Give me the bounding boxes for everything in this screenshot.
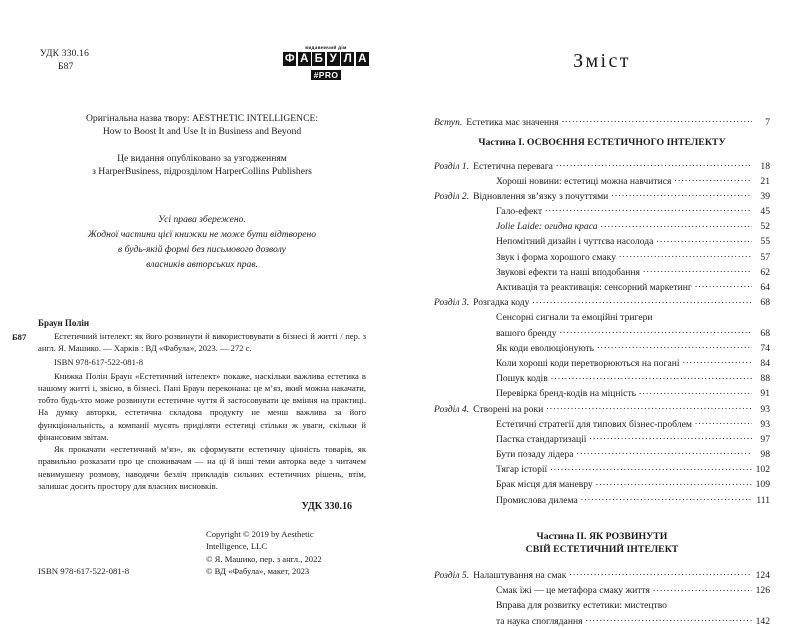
rights-line-3: в будь-якій формі без письмового дозволу	[118, 243, 286, 255]
author-sign-code: Б87	[58, 61, 74, 72]
toc-leader-dots	[619, 250, 752, 260]
toc-entry-title: Тягар історії	[496, 464, 548, 476]
toc-entry-title: та наука споглядання	[496, 615, 583, 627]
toc-leader-dots	[556, 159, 752, 169]
toc-entry[interactable]	[434, 250, 770, 263]
toc-leader-dots	[656, 234, 752, 244]
toc-entry-page-number: 68	[760, 297, 770, 309]
toc-entry-page-number: 98	[760, 449, 770, 461]
toc-entry[interactable]	[434, 204, 770, 217]
toc-entry-title: Jolie Laide: огидна краса	[496, 221, 598, 233]
toc-entry-page-number: 109	[755, 479, 770, 491]
toc-entry-page-number: 111	[756, 494, 770, 506]
publisher-logo-tag: #PRO	[311, 70, 342, 80]
toc-entry-title: Перевірка бренд-кодів на міцність	[496, 388, 637, 400]
toc-leader-dots	[562, 115, 752, 125]
toc-leader-dots	[550, 462, 752, 472]
toc-entry-title: Брак місця для маневру	[496, 479, 593, 491]
toc-entry-label: Розділ 1.	[434, 160, 470, 172]
toc-entry-title: Естетична перевага	[473, 160, 553, 172]
logo-letter: У	[327, 52, 340, 66]
toc-entry[interactable]	[434, 462, 770, 475]
toc-leader-dots	[551, 371, 752, 381]
toc-part-heading	[434, 531, 770, 557]
toc-entry[interactable]	[434, 417, 770, 430]
original-title-line-2: How to Boost It and Use It in Business and Beyond	[102, 126, 302, 138]
toc-leader-dots	[695, 417, 752, 427]
rights-line-1: Усі права збережено.	[158, 214, 246, 226]
toc-entry-label: Вступ.	[434, 117, 463, 128]
biblio-description: Естетичний інтелект: як його розвинути й використовувати в бізнесі й житті / пер. з англ. Я. Машико. — Харків : ВД «Фабула», 2023. — 272 с.	[38, 331, 366, 354]
toc-entry[interactable]	[434, 356, 770, 369]
rights-reserved-block	[38, 213, 366, 272]
copyright-block	[206, 528, 374, 577]
toc-entry-title: Гало-ефект	[496, 206, 543, 218]
toc-list	[434, 115, 770, 626]
toc-entry-page-number: 18	[760, 160, 770, 172]
toc-part-heading-line: Частина II. ЯК РОЗВИНУТИ	[536, 531, 668, 543]
toc-leader-dots	[683, 356, 752, 366]
toc-entry[interactable]	[434, 341, 770, 354]
toc-entry-title: Налаштування на смак	[473, 570, 567, 582]
toc-entry[interactable]	[434, 614, 770, 627]
toc-entry-page-number: 57	[760, 251, 770, 263]
toc-entry-page-number: 91	[760, 388, 770, 400]
toc-entry[interactable]	[434, 310, 770, 323]
toc-entry[interactable]	[434, 568, 770, 581]
toc-part-heading-line: СВІЙ ЕСТЕТИЧНИЙ ІНТЕЛЕКТ	[525, 544, 679, 556]
copyright-line: Copyright © 2019 by Aesthetic	[206, 529, 314, 540]
toc-leader-dots	[639, 386, 752, 396]
toc-leader-dots	[596, 477, 752, 487]
toc-entry-label: Розділ 5.	[434, 570, 470, 582]
rights-line-2: Жодної частини цієї книжки не може бути відтворено	[87, 228, 317, 240]
toc-entry[interactable]	[434, 295, 770, 308]
toc-leader-dots	[545, 204, 752, 214]
toc-entry-page-number: 93	[760, 418, 770, 430]
toc-leader-dots	[653, 583, 752, 593]
toc-leader-dots	[601, 219, 752, 229]
toc-entry-page-number: 102	[755, 464, 770, 476]
toc-entry[interactable]	[434, 598, 770, 611]
toc-entry-title: Звукові ефекти та наші вподобання	[496, 266, 640, 278]
toc-entry[interactable]	[434, 447, 770, 460]
toc-entry-page-number: 62	[760, 266, 770, 278]
toc-entry-title: Як коди еволюціонують	[496, 342, 595, 354]
toc-entry[interactable]	[434, 583, 770, 596]
toc-entry-page-number: 45	[760, 206, 770, 218]
toc-part-heading	[434, 137, 770, 150]
toc-leader-dots	[589, 432, 752, 442]
toc-entry[interactable]	[434, 493, 770, 506]
udk-code: УДК 330.16	[40, 49, 90, 59]
toc-entry[interactable]	[434, 280, 770, 293]
toc-entry-label: Розділ 3.	[434, 297, 470, 309]
toc-entry-page-number: 97	[760, 433, 770, 445]
toc-entry-title: Активація та реактивація: сенсорний маркетинг	[496, 282, 692, 294]
toc-leader-dots	[674, 174, 752, 184]
toc-leader-dots	[586, 614, 753, 624]
toc-entry[interactable]	[434, 371, 770, 384]
toc-entry-page-number: 39	[760, 190, 770, 202]
toc-entry-page-number: 142	[755, 615, 770, 627]
toc-entry-page-number: 126	[755, 585, 770, 597]
logo-letter: Б	[312, 52, 325, 66]
toc-entry-page-number: 7	[765, 117, 770, 128]
toc-leader-dots	[577, 447, 753, 457]
bibliographic-record	[12, 317, 366, 515]
toc-entry[interactable]	[434, 265, 770, 278]
toc-entry-title: Естетика має значення	[466, 117, 559, 128]
copyright-line: © Я. Машико, пер. з англ., 2022	[206, 553, 322, 564]
original-title-block	[38, 112, 366, 139]
toc-leader-dots	[560, 326, 753, 336]
toc-title: Зміст	[573, 50, 631, 72]
biblio-annotation-paragraph-2: Як прокачати «естетичний м’яз», як сформувати естетичну цінність товарів, як правильно розказати про це споживачам — на ці й інші теми авторка веде з читачем невимушену розмову, наводячи безліч прикладів сильних естетичних рішень, втім, залишає досить простору для власних висновків.	[38, 444, 366, 491]
toc-entry-title: Промислова дилема	[496, 494, 578, 506]
toc-leader-dots	[643, 265, 752, 275]
logo-letter: Л	[341, 52, 354, 66]
toc-entry-title: вашого бренду	[496, 327, 557, 339]
imprint-footer	[38, 528, 374, 577]
toc-entry-title: Смак їжі — це метафора смаку життя	[496, 585, 650, 597]
toc-entry-title: Пастка стандартизації	[496, 433, 587, 445]
toc-entry-page-number: 74	[760, 342, 770, 354]
toc-part-heading-line: Частина I. ОСВОЄННЯ ЕСТЕТИЧНОГО ІНТЕЛЕКТУ	[478, 136, 726, 148]
toc-entry-title: Створені на роки	[473, 403, 544, 415]
toc-leader-dots	[581, 493, 752, 503]
toc-entry-page-number: 55	[760, 236, 770, 248]
toc-leader-dots	[611, 189, 752, 199]
toc-entry-page-number: 68	[760, 327, 770, 339]
biblio-udk-footer: УДК 330.16	[301, 500, 352, 512]
toc-leader-dots	[597, 341, 752, 351]
publishing-agreement-block	[38, 152, 366, 179]
toc-leader-dots	[656, 310, 752, 320]
toc-entry-title: Пошук кодів	[496, 373, 548, 385]
toc-leader-dots	[532, 295, 752, 305]
toc-entry-title: Непомітний дизайн і чуттєва насолода	[496, 236, 654, 248]
toc-entry[interactable]	[434, 234, 770, 247]
toc-entry-title: Бути позаду лідера	[496, 449, 574, 461]
copyright-line: © ВД «Фабула», макет, 2023	[206, 565, 310, 576]
toc-entry-title: Сенсорні сигнали та емоційні тригери	[496, 312, 653, 324]
toc-entry-title: Хороші новини: естетиці можна навчитися	[496, 175, 672, 187]
toc-entry-page-number: 84	[760, 357, 770, 369]
biblio-author: Браун Полін	[38, 317, 90, 328]
toc-entry-title: Естетичні стратегії для типових бізнес-проблем	[496, 418, 692, 430]
toc-entry-title: Розгадка коду	[473, 297, 530, 309]
toc-entry-page-number: 21	[760, 175, 770, 187]
toc-entry-label: Розділ 4.	[434, 403, 470, 415]
toc-entry[interactable]	[434, 115, 770, 128]
toc-entry[interactable]	[434, 219, 770, 232]
toc-entry[interactable]	[434, 174, 770, 187]
biblio-isbn: ISBN 978-617-522-081-8	[54, 356, 144, 367]
toc-entry[interactable]	[434, 477, 770, 490]
toc-entry-page-number: 64	[760, 282, 770, 294]
biblio-annotation-paragraph-1: Книжка Полін Браун «Естетичний інтелект» покаже, наскільки важлива естетика в нашому житті і, звісно, в бізнесі. Пані Браун переконана: це м’яз, який можна накачати, тобто будь-хто може розвинути естетичне чуття й застосовувати це вміння на практиці. На думку авторки, естетична складова продукту не менш важлива за його функціональність, а компанії мусять приділяти естетиці стільки ж уваги, скільки й фінансовим звітам.	[38, 370, 366, 442]
agreement-line-1: Це видання опубліковано за узгодженням	[117, 152, 287, 164]
logo-letter: А	[356, 52, 369, 66]
agreement-line-2: з HarperBusiness, підрозділом HarperCollins Publishers	[92, 166, 312, 178]
toc-leader-dots	[546, 402, 752, 412]
toc-entry-page-number: 93	[760, 403, 770, 415]
toc-leader-dots	[569, 568, 752, 578]
toc-entry[interactable]	[434, 326, 770, 339]
imprint-page	[0, 0, 400, 615]
publisher-logo-caption: видавничий дім	[305, 45, 347, 50]
original-title-line-1: Оригінальна назва твору: AESTHETIC INTELLIGENCE:	[85, 112, 319, 124]
publisher-logo-word	[280, 52, 372, 66]
biblio-shelf-mark: Б87	[12, 331, 27, 342]
toc-leader-dots	[695, 280, 752, 290]
toc-entry-page-number: 52	[760, 221, 770, 233]
table-of-contents-page	[400, 0, 800, 627]
toc-leader-dots	[670, 598, 752, 608]
toc-entry-page-number: 88	[760, 373, 770, 385]
toc-entry-title: Коли хороші коди перетворюються на погані	[496, 357, 680, 369]
logo-letter: А	[298, 52, 311, 66]
toc-entry-page-number: 124	[755, 570, 770, 582]
logo-letter: Ф	[284, 53, 295, 66]
toc-entry[interactable]	[434, 432, 770, 445]
toc-entry-title: Відновлення зв’язку з почуттями	[473, 190, 609, 202]
toc-entry[interactable]	[434, 189, 770, 202]
toc-entry-title: Вправа для розвитку естетики: мистецтво	[496, 600, 667, 612]
toc-entry-label: Розділ 2.	[434, 190, 470, 202]
publisher-logo	[280, 46, 372, 82]
footer-isbn: ISBN 978-617-522-081-8	[38, 566, 130, 576]
copyright-line: Intelligence, LLC	[206, 541, 268, 552]
rights-line-4: власників авторських прав.	[146, 258, 258, 270]
toc-entry[interactable]	[434, 159, 770, 172]
toc-entry[interactable]	[434, 402, 770, 415]
toc-entry[interactable]	[434, 386, 770, 399]
toc-entry-title: Звук і форма хорошого смаку	[496, 251, 616, 263]
